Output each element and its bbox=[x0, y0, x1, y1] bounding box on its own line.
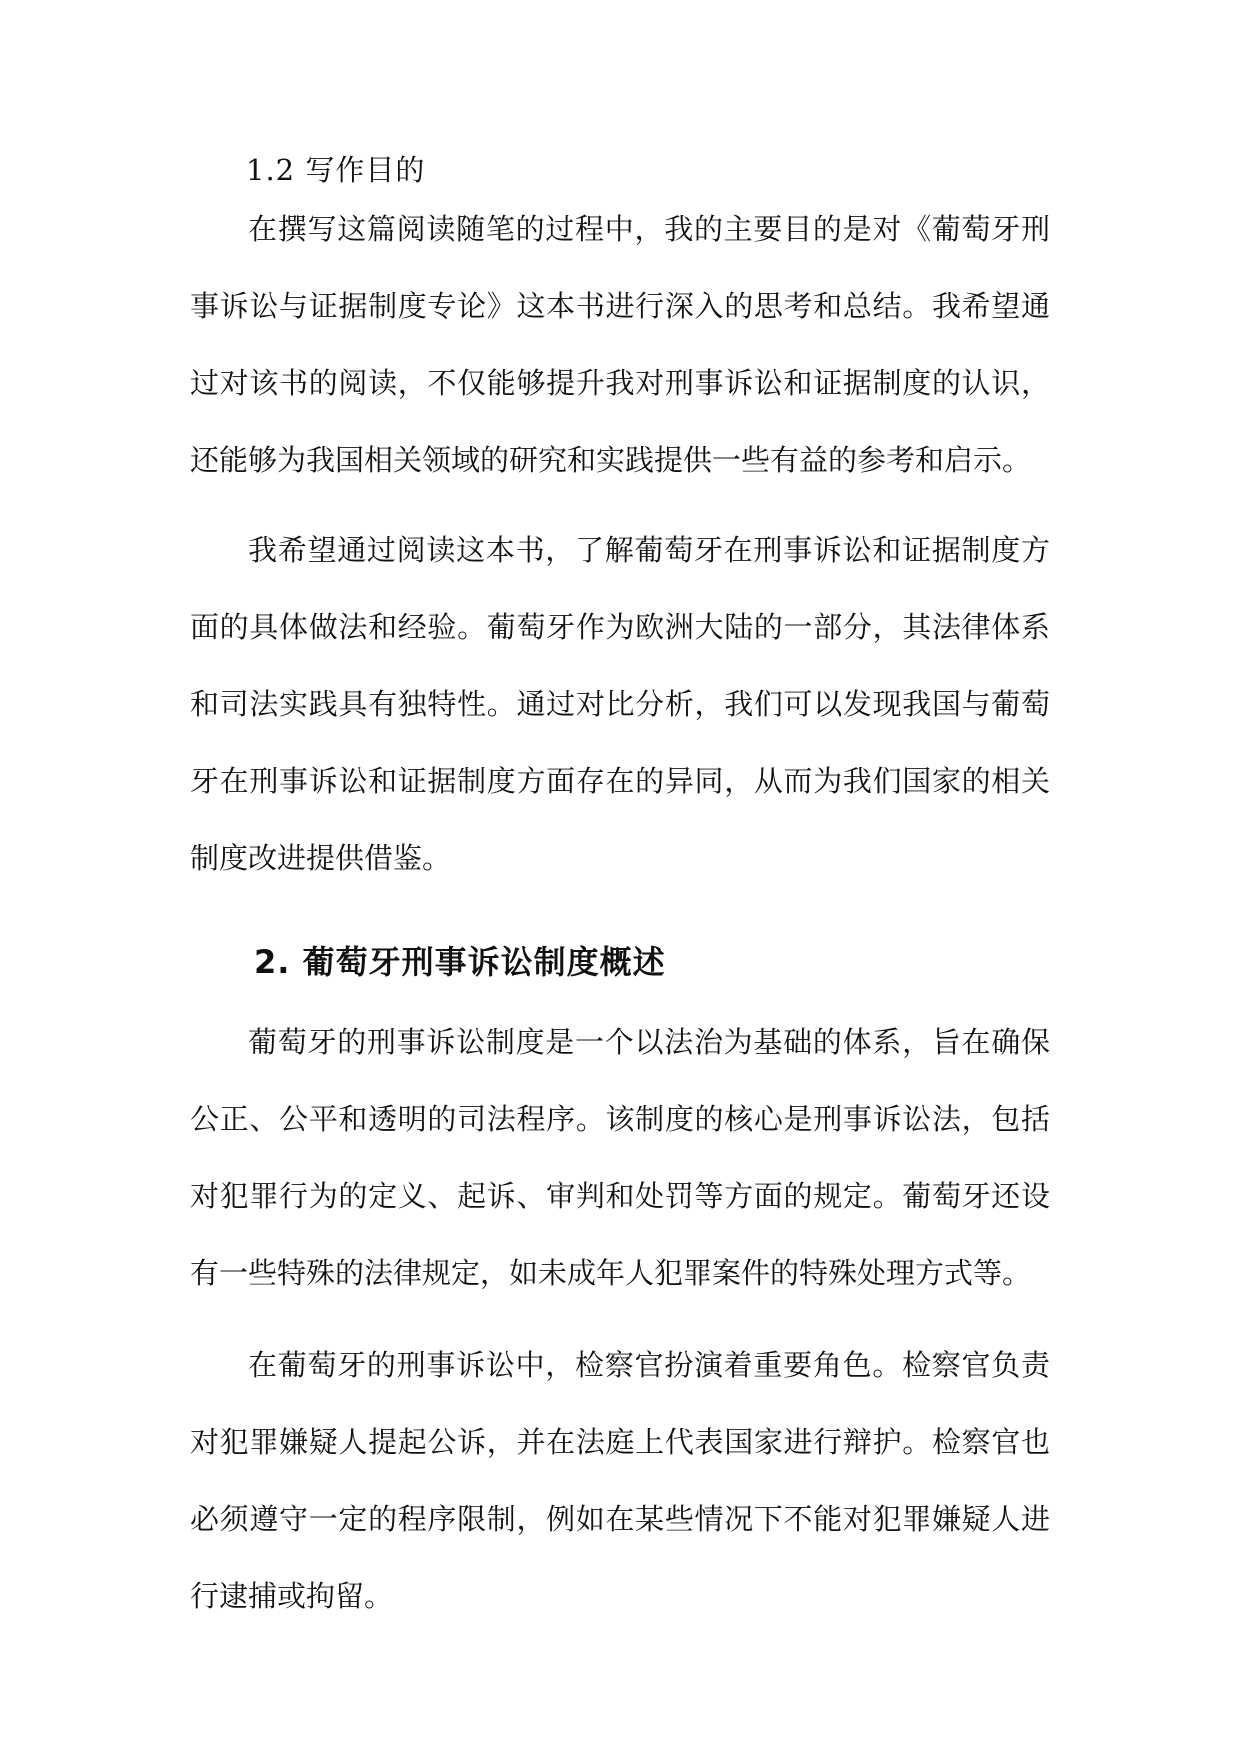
section-2-paragraph-1: 葡萄牙的刑事诉讼制度是一个以法治为基础的体系，旨在确保公正、公平和透明的司法程序。该制度的核心是刑事诉讼法，包括对犯罪行为的定义、起诉、审判和处罚等方面的规定。葡萄牙还设有一些特殊的法律规定，如未成年人犯罪案件的特殊处理方式等。 bbox=[190, 1025, 1050, 1290]
section-2-heading: 2. 葡萄牙刑事诉讼制度概述 bbox=[254, 943, 666, 981]
section-2-paragraph-2: 在葡萄牙的刑事诉讼中，检察官扮演着重要角色。检察官负责对犯罪嫌疑人提起公诉，并在法庭上代表国家进行辩护。检察官也必须遵守一定的程序限制，例如在某些情况下不能对犯罪嫌疑人进行逮捕或拘留。 bbox=[190, 1348, 1050, 1613]
section-1-2-paragraph-1: 在撰写这篇阅读随笔的过程中，我的主要目的是对《葡萄牙刑事诉讼与证据制度专论》这本书进行深入的思考和总结。我希望通过对该书的阅读，不仅能够提升我对刑事诉讼和证据制度的认识，还能够为我国相关领域的研究和实践提供一些有益的参考和启示。 bbox=[190, 212, 1050, 477]
section-1-2-paragraph-2: 我希望通过阅读这本书，了解葡萄牙在刑事诉讼和证据制度方面的具体做法和经验。葡萄牙作为欧洲大陆的一部分，其法律体系和司法实践具有独特性。通过对比分析，我们可以发现我国与葡萄牙在刑事诉讼和证据制度方面存在的异同，从而为我们国家的相关制度改进提供借鉴。 bbox=[190, 533, 1050, 875]
section-1-2-heading: 1.2 写作目的 bbox=[246, 153, 426, 187]
